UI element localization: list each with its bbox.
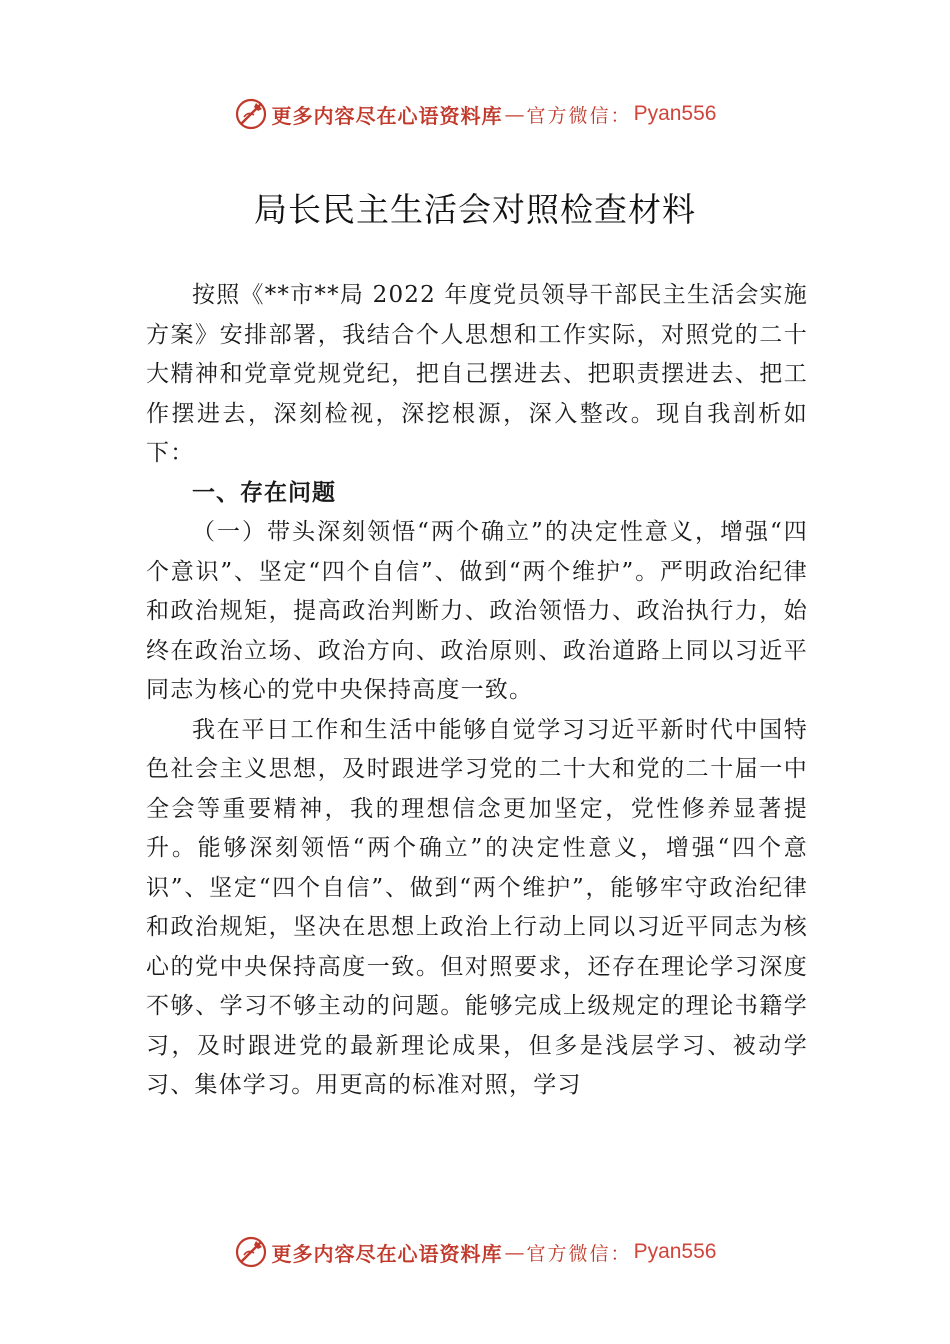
banner-wechat-label: 官方微信 — [526, 1242, 611, 1265]
banner-account: Pyan556 — [633, 102, 717, 125]
body-paragraph: 我在平日工作和生活中能够自觉学习习近平新时代中国特色社会主义思想，及时跟进学习党的二十大和党的二十届一中全会等重要精神，我的理想信念更加坚定，党性修养显著提升。能够深刻领悟“两个确立”的决定性意义，增强“四个意识”、坚定“四个自信”、做到“两个维护”，能够牢守政治纪律和政治规矩，坚决在思想上政治上行动上同以习近平同志为核心的党中央保持高度一致。但对照要求，还存在理论学习深度不够、学习不够主动的问题。能够完成上级规定的理论书籍学习，及时跟进党的最新理论成果，但多是浅层学习、被动学习、集体学习。用更高的标准对照，学习 — [146, 716, 808, 1098]
header-banner — [0, 94, 950, 134]
banner-dash: — — [504, 102, 525, 126]
brand-logo-icon — [234, 97, 268, 131]
banner-separator: ： — [610, 104, 630, 127]
banner-brand-text: 更多内容尽在心语资料库 — [271, 1241, 503, 1266]
banner-dash: — — [504, 1240, 525, 1264]
section-heading: 一、存在问题 — [192, 479, 336, 506]
intro-paragraph: 按照《**市**局 2022 年度党员领导干部民主生活会实施方案》安排部署，我结合个人思想和工作实际，对照党的二十大精神和党章党规党纪，把自己摆进去、把职责摆进去、把工作摆进去，深刻检视，深挖根源，深入整改。现自我剖析如下： — [146, 282, 808, 466]
banner-wechat-label: 官方微信 — [526, 104, 611, 127]
document-body — [146, 276, 808, 1106]
banner-brand-text: 更多内容尽在心语资料库 — [271, 103, 503, 128]
brand-logo-icon — [234, 1235, 268, 1269]
item-paragraph: （一）带头深刻领悟“两个确立”的决定性意义，增强“四个意识”、坚定“四个自信”、做到“两个维护”。严明政治纪律和政治规矩，提高政治判断力、政治领悟力、政治执行力，始终在政治立场、政治方向、政治原则、政治道路上同以习近平同志为核心的党中央保持高度一致。 — [146, 519, 808, 703]
banner-separator: ： — [610, 1242, 630, 1265]
banner-account: Pyan556 — [633, 1240, 717, 1263]
document-title: 局长民主生活会对照检查材料 — [254, 190, 696, 229]
footer-banner — [0, 1232, 950, 1272]
